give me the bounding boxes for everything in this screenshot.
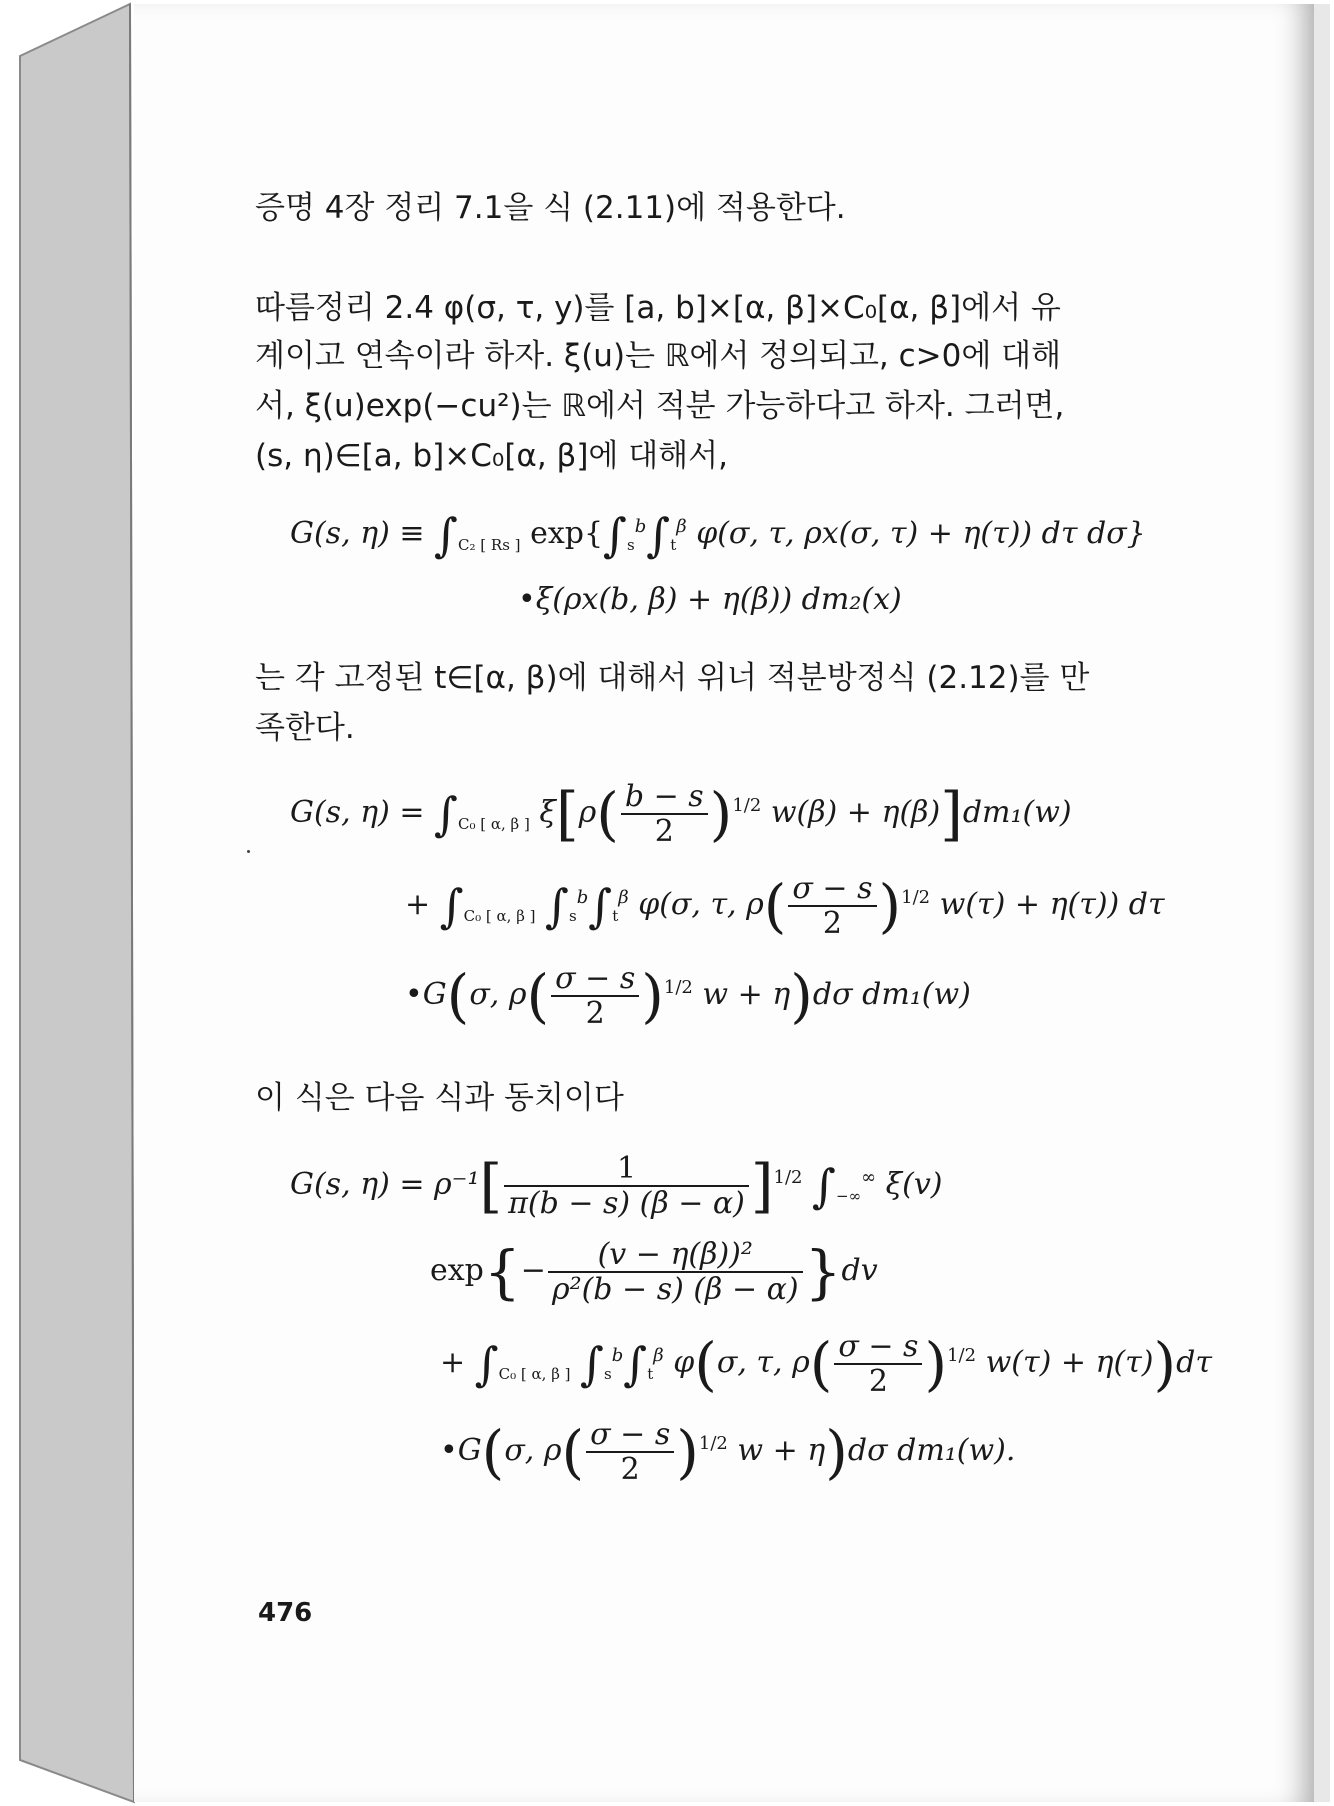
eq2-fraction-2: $\frac{\sigma - s}{2}$ bbox=[788, 872, 876, 940]
eq1-integrand: φ(σ, τ, ρx(σ, τ) + η(τ)) dτ dσ} bbox=[696, 516, 1146, 551]
equation-2-line-3: •G(σ, ρ( $\frac{\sigma - s}{2}$ )$^{1/2}$ w + η)dσ dm₁(w) bbox=[405, 961, 971, 1031]
eq1-lim-t: t bbox=[670, 536, 677, 554]
eq2-line3-post: w + η bbox=[702, 977, 791, 1012]
middle-text-line-2: 족한다. bbox=[255, 710, 355, 746]
eq3-line3-end: dτ bbox=[1176, 1345, 1212, 1380]
eq1-lim-b: b bbox=[634, 516, 647, 537]
equation-3-line-2: exp{− $\frac{\text{(v − η(β))²}}{\text{ρ²(b − s) (β − α)}}$ }dv bbox=[430, 1237, 878, 1307]
eq2-domain-2: C₀ [ α, β ] bbox=[463, 907, 536, 925]
equation-3-line-4: •G(σ, ρ( $\frac{\sigma - s}{2}$ )$^{1/2}$ w + η)dσ dm₁(w). bbox=[440, 1417, 1016, 1487]
eq3-lhs: G(s, η) = ρ⁻¹ bbox=[290, 1167, 480, 1202]
eq3-line3-pre: φ bbox=[673, 1345, 695, 1380]
eq3-integrand: ξ(v) bbox=[885, 1167, 943, 1202]
eq2-lhs: G(s, η) = bbox=[290, 795, 425, 830]
equation-2-line-2: + $\int_{C_0 [ \alpha, \beta ]}$ $\int_s^b\int_t^\beta$ φ(σ, τ, ρ( $\frac{\sigma - s}{2}$ )$^{1/2}$ w(τ) + η(τ)) dτ bbox=[405, 871, 1165, 941]
proof-line: 증명 4장 정리 7.1을 식 (2.11)에 적용한다. bbox=[255, 190, 846, 226]
integral-sign-icon: ∫ bbox=[434, 787, 459, 841]
eq3-exp: exp bbox=[430, 1253, 484, 1288]
eq2-xi: ξ bbox=[539, 795, 556, 830]
integral-sign-icon: ∫ bbox=[439, 879, 464, 933]
eq2-integrand-pre: φ(σ, τ, ρ bbox=[638, 887, 764, 922]
eq3-line3-post: w(τ) + η(τ) bbox=[985, 1345, 1154, 1380]
eq2-line3-mid: σ, ρ bbox=[469, 977, 527, 1012]
eq2-rho: ρ bbox=[578, 795, 597, 830]
integral-sign-icon: ∫ bbox=[588, 879, 613, 933]
integral-sign-icon: ∫ bbox=[603, 508, 627, 562]
stray-dot bbox=[247, 850, 250, 853]
eq3-exp-fraction: $\frac{\text{(v − η(β))²}}{\text{ρ²(b − s) (β − α)}}$ bbox=[548, 1238, 803, 1306]
equivalence-text: 이 식은 다음 식과 동치이다 bbox=[255, 1080, 624, 1116]
corollary-line-4: (s, η)∈[a, b]×C₀[α, β]에 대해서, bbox=[255, 438, 728, 474]
equation-1-line-2: •ξ(ρx(b, β) + η(β)) dm₂(x) bbox=[518, 582, 902, 617]
equation-1-line-1 bbox=[290, 508, 1146, 562]
eq2-plus: + bbox=[405, 887, 431, 922]
eq3-fraction-2: $\frac{\sigma - s}{2}$ bbox=[834, 1330, 922, 1398]
eq2-term: w(β) + η(β) bbox=[770, 795, 941, 830]
eq1-domain: C₂ [ Rs ] bbox=[458, 536, 521, 554]
eq2-fraction-1: $\frac{b - s}{2}$ bbox=[621, 780, 708, 848]
middle-text-line-1: 는 각 고정된 t∈[α, β)에 대해서 위너 적분방정식 (2.12)를 만 bbox=[255, 660, 1090, 696]
eq2-integrand-post: w(τ) + η(τ)) dτ bbox=[939, 887, 1165, 922]
eq3-upper-limit: ∞ bbox=[861, 1167, 877, 1188]
eq1-lhs: G(s, η) ≡ bbox=[290, 516, 425, 551]
corollary-line-2: 계이고 연속이라 하자. ξ(u)는 ℝ에서 정의되고, c>0에 대해 bbox=[255, 338, 1062, 374]
eq1-exp: exp{ bbox=[530, 516, 604, 551]
eq3-fraction-3: $\frac{\sigma - s}{2}$ bbox=[586, 1418, 674, 1486]
equation-3-line-3: + $\int_{C_0 [ \alpha, \beta ]}$ $\int_s^b\int_t^\beta$ φ(σ, τ, ρ( $\frac{\sigma - s}{2}$ )$^{1/2}$ w(τ) + η(τ))dτ bbox=[440, 1329, 1212, 1399]
eq3-fraction: $\frac{1}{\pi(b - s) (\beta - \alpha)}$ bbox=[504, 1152, 749, 1220]
eq2-line3-pre: •G bbox=[405, 977, 447, 1012]
eq2-domain: C₀ [ α, β ] bbox=[458, 815, 530, 833]
eq3-line3-mid: σ, τ, ρ bbox=[716, 1345, 810, 1380]
eq2-fraction-3: $\frac{\sigma - s}{2}$ bbox=[551, 962, 639, 1030]
eq3-lower-limit: −∞ bbox=[836, 1187, 862, 1205]
integral-sign-icon: ∫ bbox=[434, 508, 459, 562]
eq3-line4-end: dσ dm₁(w). bbox=[847, 1433, 1016, 1468]
eq2-measure: dm₁(w) bbox=[962, 795, 1072, 830]
corollary-line-1: 따름정리 2.4 φ(σ, τ, y)를 [a, b]×[α, β]×C₀[α, β]에서 유 bbox=[255, 290, 1061, 326]
integral-sign-icon: ∫ bbox=[580, 1337, 605, 1391]
integral-sign-icon: ∫ bbox=[646, 508, 671, 562]
eq2-exponent: 1/2 bbox=[732, 795, 762, 816]
page-number: 476 bbox=[258, 1598, 313, 1628]
equation-2-line-1: G(s, $\eta) = \int_{C_0 [ \alpha, \beta ]}$ ξ[ρ( $\frac{b - s}{2}$ )$^{1/2}$ w(β) + η(β)]dm₁(w) bbox=[290, 779, 1072, 849]
equation-3-line-1: G(s, η) = ρ⁻¹[ $\frac{1}{\pi(b - s) (\beta - \alpha)}$ ]$^{1/2}$ $\int_{-\infty}^\infty$ ξ(v) bbox=[290, 1151, 943, 1221]
integral-sign-icon: ∫ bbox=[474, 1337, 499, 1391]
integral-sign-icon: ∫ bbox=[545, 879, 570, 933]
eq2-line3-end: dσ dm₁(w) bbox=[812, 977, 971, 1012]
eq3-dv: dv bbox=[841, 1253, 878, 1288]
integral-sign-icon: ∫ bbox=[812, 1159, 836, 1213]
eq1-lim-s: s bbox=[627, 536, 635, 554]
corollary-line-3: 서, ξ(u)exp(−cu²)는 ℝ에서 적분 가능하다고 하자. 그러면, bbox=[255, 388, 1065, 424]
integral-sign-icon: ∫ bbox=[623, 1337, 648, 1391]
eq1-lim-beta: β bbox=[676, 516, 687, 537]
